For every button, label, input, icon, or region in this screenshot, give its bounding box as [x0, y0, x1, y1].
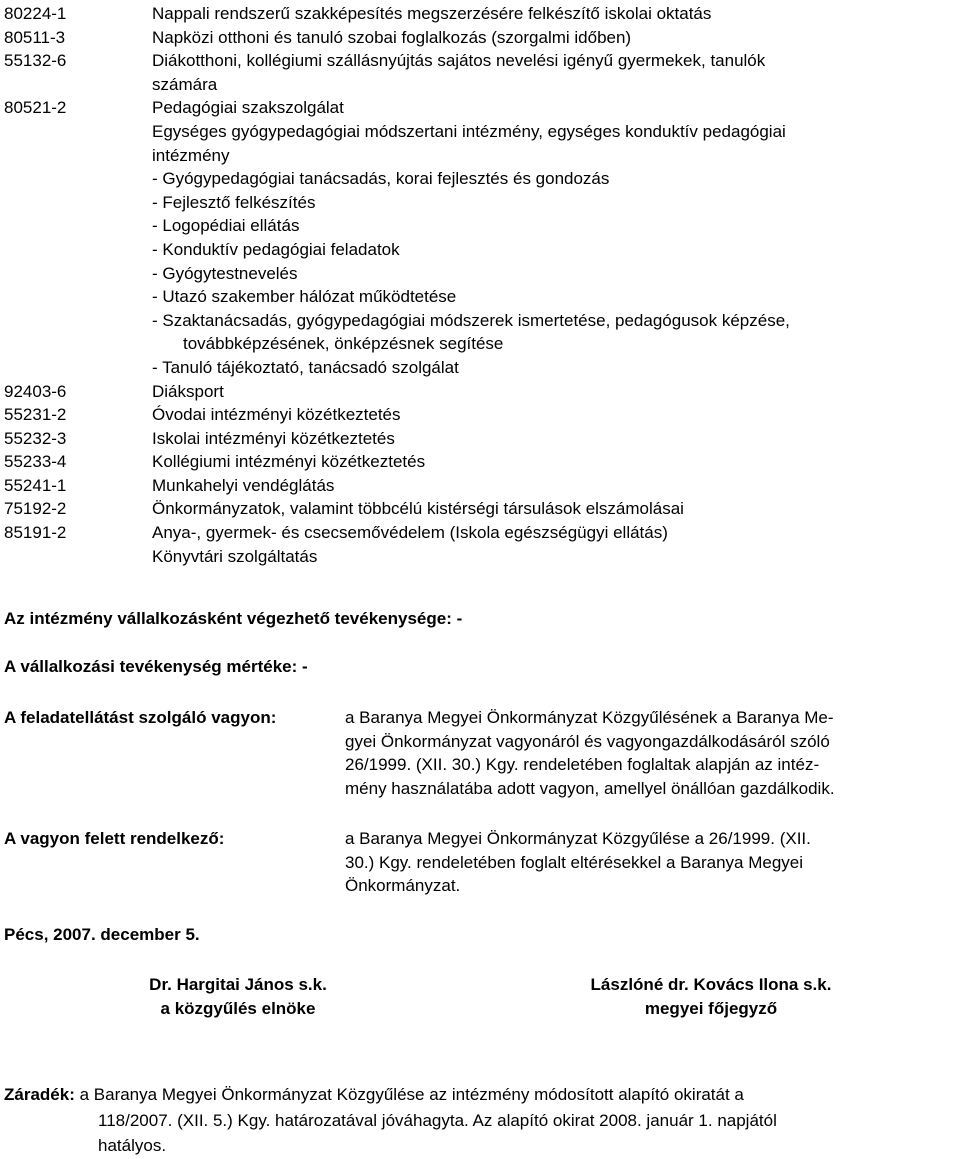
- rendelkezo-line: a Baranya Megyei Önkormányzat Közgyűlése a 26/1999. (XII.: [345, 829, 811, 848]
- activity-row: [0, 497, 960, 521]
- szakszolgalat-item: - Fejlesztő felkészítés: [152, 192, 316, 212]
- activity-row: [0, 380, 960, 404]
- szakszolgalat-item: - Konduktív pedagógiai feladatok: [152, 239, 400, 259]
- zaradek: [4, 1082, 956, 1159]
- signature-block-fojegyzo: [531, 973, 891, 1021]
- activity-code: 80521-2: [4, 98, 67, 118]
- vallalkozas-heading: Az intézmény vállalkozásként végezhető tevékenysége: -: [4, 609, 463, 628]
- activity-text: Munkahelyi vendéglátás: [152, 475, 335, 495]
- vagyon-text: [345, 706, 956, 800]
- activity-code: [0, 545, 152, 569]
- activity-list: [0, 2, 960, 568]
- activity-text: Könyvtári szolgáltatás: [152, 546, 318, 566]
- szakszolgalat-item: - Gyógypedagógiai tanácsadás, korai fejlesztés és gondozás: [152, 169, 610, 189]
- vagyon-label: A feladatellátást szolgáló vagyon:: [4, 708, 277, 727]
- szakszolgalat-block: [0, 120, 960, 380]
- activity-text: Diákotthoni, kollégiumi szállásnyújtás sajátos nevelési igényű gyermekek, tanulók: [152, 51, 766, 71]
- place-date: Pécs, 2007. december 5.: [4, 925, 200, 944]
- activity-text: Anya-, gyermek- és csecsemővédelem (Iskola egészségügyi ellátás): [152, 523, 668, 543]
- activity-code: 55241-1: [4, 475, 67, 495]
- rendelkezo-line: Önkormányzat.: [345, 876, 461, 896]
- activity-text: Önkormányzatok, valamint többcélú kistérségi társulások elszámolásai: [152, 499, 684, 519]
- szakszolgalat-long-item-cont: továbbképzésének, önképzésnek segítése: [183, 334, 504, 354]
- activity-code: 55132-6: [4, 51, 67, 71]
- activity-row: [0, 26, 960, 50]
- szakszolgalat-item: - Gyógytestnevelés: [152, 263, 298, 283]
- activity-text: Óvodai intézményi közétkeztetés: [152, 405, 401, 425]
- activity-text: Kollégiumi intézményi közétkeztetés: [152, 452, 426, 472]
- activity-code: 85191-2: [4, 523, 67, 543]
- activity-row: [0, 474, 960, 498]
- activity-row: [0, 2, 960, 26]
- zaradek-label: Záradék:: [4, 1085, 75, 1104]
- activity-code: 55233-4: [4, 452, 67, 472]
- activity-code: 80511-3: [4, 27, 66, 47]
- szakszolgalat-long-item: - Szaktanácsadás, gyógypedagógiai módszerek ismertetése, pedagógusok képzése,: [152, 310, 790, 330]
- zaradek-line: a Baranya Megyei Önkormányzat Közgyűlése az intézmény módosított alapító okiratát a: [74, 1085, 744, 1104]
- vagyon-line: gyei Önkormányzat vagyonáról és vagyongazdálkodásáról szóló: [345, 731, 830, 751]
- activity-row: [0, 49, 960, 96]
- activity-code: 55232-3: [4, 428, 67, 448]
- signature-name: Dr. Hargitai János s.k.: [149, 975, 327, 994]
- activity-row: [0, 450, 960, 474]
- vagyon-line: 26/1999. (XII. 30.) Kgy. rendeletében foglaltak alapján az intéz-: [345, 755, 820, 775]
- activity-row: [0, 403, 960, 427]
- activity-text: Nappali rendszerű szakképesítés megszerzésére felkészítő iskolai oktatás: [152, 4, 712, 23]
- vagyon-line: a Baranya Megyei Önkormányzat Közgyűlésének a Baranya Me-: [345, 708, 834, 727]
- signature-name: Lászlóné dr. Kovács Ilona s.k.: [590, 975, 832, 994]
- activity-row: [0, 427, 960, 451]
- activity-row: [0, 96, 960, 120]
- zaradek-line: hatályos.: [98, 1136, 167, 1155]
- activity-text: Pedagógiai szakszolgálat: [152, 98, 344, 118]
- szakszolgalat-intro: Egységes gyógypedagógiai módszertani intézmény, egységes konduktív pedagógiai: [152, 121, 786, 141]
- vagyon-line: mény használatába adott vagyon, amellyel önállóan gazdálkodik.: [345, 778, 835, 798]
- activity-code: 55231-2: [4, 405, 67, 425]
- szakszolgalat-item: - Tanuló tájékoztató, tanácsadó szolgálat: [152, 357, 459, 377]
- vallalkozas-merteke-heading: A vállalkozási tevékenység mértéke: -: [4, 657, 308, 676]
- activity-code: 75192-2: [4, 499, 67, 519]
- signature-title: a közgyűlés elnöke: [160, 999, 316, 1018]
- rendelkezo-label: A vagyon felett rendelkező:: [4, 829, 225, 848]
- signature-title: megyei főjegyző: [644, 999, 778, 1018]
- activity-row: [0, 545, 960, 569]
- activity-code: 92403-6: [4, 381, 67, 401]
- activity-row: [0, 521, 960, 545]
- activity-text: Napközi otthoni és tanuló szobai foglalkozás (szorgalmi időben): [152, 27, 632, 47]
- szakszolgalat-item: - Logopédiai ellátás: [152, 216, 300, 236]
- signature-block-elnok: [58, 973, 418, 1021]
- szakszolgalat-item: - Utazó szakember hálózat működtetése: [152, 287, 457, 307]
- rendelkezo-text: [345, 827, 956, 898]
- activity-text-cont: számára: [152, 74, 218, 94]
- activity-text: Diáksport: [152, 381, 224, 401]
- rendelkezo-line: 30.) Kgy. rendeletében foglalt eltérésekkel a Baranya Megyei: [345, 852, 804, 872]
- activity-text: Iskolai intézményi közétkeztetés: [152, 428, 395, 448]
- szakszolgalat-intro-cont: intézmény: [152, 145, 230, 165]
- zaradek-line: 118/2007. (XII. 5.) Kgy. határozatával jóváhagyta. Az alapító okirat 2008. január 1. napjától: [98, 1110, 777, 1130]
- activity-code: 80224-1: [4, 4, 67, 23]
